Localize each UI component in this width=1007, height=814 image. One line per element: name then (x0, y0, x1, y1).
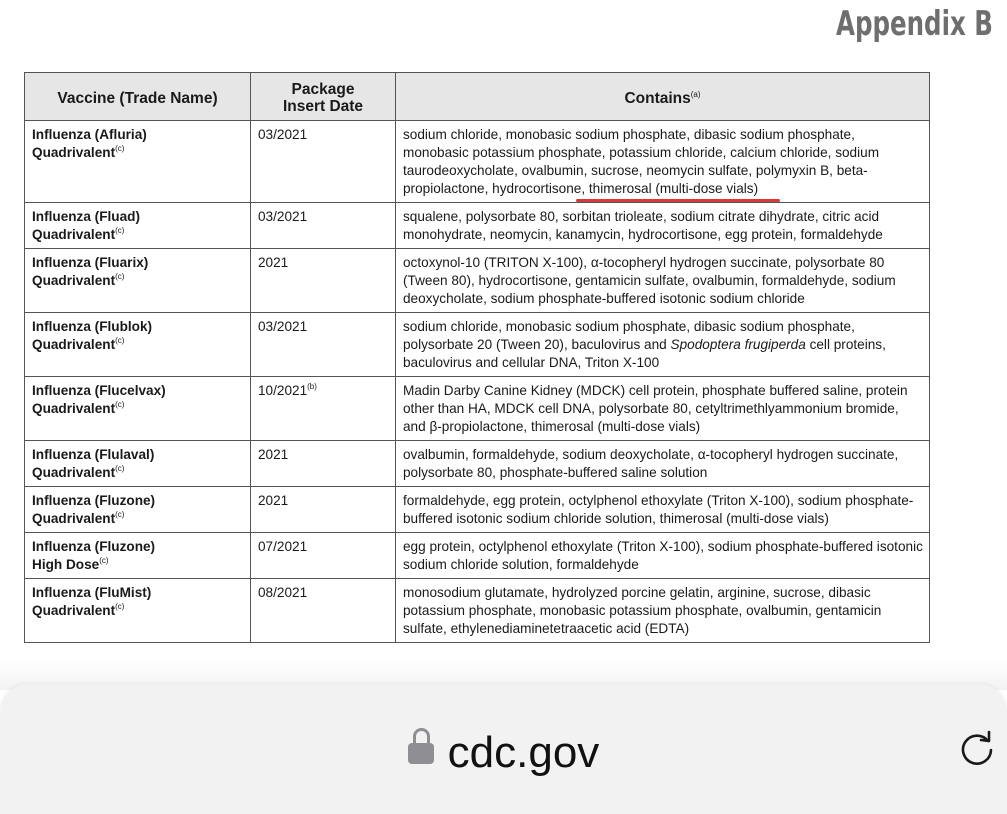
vaccine-name: Influenza (Flublok) Quadrivalent$^{(c)}$ (25, 313, 251, 377)
domain-text: cdc.gov (447, 728, 600, 777)
table-row (25, 487, 930, 533)
insert-date: 03/2021 (251, 121, 396, 203)
insert-date: 08/2021 (251, 579, 396, 643)
insert-date: 03/2021 (251, 203, 396, 249)
vaccine-name: Influenza (Flulaval) Quadrivalent$^{(c)}$ (25, 441, 251, 487)
table-row (25, 249, 930, 313)
insert-date: 2021 (251, 249, 396, 313)
table-row (25, 203, 930, 249)
red-underline-annotation (576, 199, 780, 202)
footnote-a: (a) (690, 89, 701, 99)
column-header-vaccine: Vaccine (Trade Name) (25, 73, 251, 121)
contains-cell: ovalbumin, formaldehyde, sodium deoxycholate, α-tocopheryl hydrogen succinate, polysorbate 80, phosphate-buffered saline solution (396, 441, 930, 487)
insert-date: 07/2021 (251, 533, 396, 579)
browser-address-bar[interactable] (0, 684, 1007, 814)
table-row (25, 533, 930, 579)
vaccine-name: Influenza (Flucelvax) Quadrivalent$^{(c)}$ (25, 377, 251, 441)
vaccine-name: Influenza (Fluzone) Quadrivalent$^{(c)}$ (25, 487, 251, 533)
table-row (25, 377, 930, 441)
vaccine-name: Influenza (Afluria) Quadrivalent$^{(c)}$ (25, 121, 251, 203)
appendix-heading: Appendix B (836, 4, 993, 44)
insert-date: 2021 (251, 487, 396, 533)
contains-cell: formaldehyde, egg protein, octylphenol ethoxylate (Triton X-100), sodium phosphate-buffered isotonic sodium chloride solution, thimerosal (multi-dose vials) (396, 487, 930, 533)
lock-icon (408, 738, 434, 764)
vaccine-name: Influenza (FluMist) Quadrivalent$^{(c)}$ (25, 579, 251, 643)
vaccine-name: Influenza (Fluad) Quadrivalent$^{(c)}$ (25, 203, 251, 249)
contains-cell: sodium chloride, monobasic sodium phosphate, dibasic sodium phosphate, polysorbate 20 (Tween 20), baculovirus and Spodoptera frugiperda cell proteins, baculovirus and cellular DNA, Triton X-100 (396, 313, 930, 377)
vaccine-name: Influenza (Fluarix) Quadrivalent$^{(c)}$ (25, 249, 251, 313)
contains-cell: egg protein, octylphenol ethoxylate (Triton X-100), sodium phosphate-buffered isotonic sodium chloride solution, formaldehyde (396, 533, 930, 579)
column-header-date: Package Insert Date (251, 73, 396, 121)
reload-icon[interactable] (955, 726, 999, 770)
table-row (25, 579, 930, 643)
insert-date: 10/2021$^{(b)}$ (251, 377, 396, 441)
table-row (25, 121, 930, 203)
column-header-contains: Contains$^{(a)}$ (396, 73, 930, 121)
table-row (25, 441, 930, 487)
contains-cell: squalene, polysorbate 80, sorbitan trioleate, sodium citrate dihydrate, citric acid monohydrate, neomycin, kanamycin, hydrocortisone, egg protein, formaldehyde (396, 203, 930, 249)
contains-cell: sodium chloride, monobasic sodium phosphate, dibasic sodium phosphate, monobasic potassium phosphate, potassium chloride, calcium chloride, sodium taurodeoxycholate, ovalbumin, sucrose, neomycin sulfate, polymyxin B, beta-propiolactone, hydrocortisone, thimerosal (multi-dose vials) (396, 121, 930, 203)
insert-date: 03/2021 (251, 313, 396, 377)
contains-cell: octoxynol-10 (TRITON X-100), α-tocopheryl hydrogen succinate, polysorbate 80 (Tween 80), hydrocortisone, gentamicin sulfate, ovalbumin, formaldehyde, sodium deoxycholate, sodium phosphate-buffered isotonic sodium chloride (396, 249, 930, 313)
vaccine-name: Influenza (Fluzone) High Dose$^{(c)}$ (25, 533, 251, 579)
contains-cell: monosodium glutamate, hydrolyzed porcine gelatin, arginine, sucrose, dibasic potassium phosphate, monobasic potassium phosphate, ovalbumin, gentamicin sulfate, ethylenediaminetetraacetic acid (EDTA) (396, 579, 930, 643)
contains-cell: Madin Darby Canine Kidney (MDCK) cell protein, phosphate buffered saline, protein other than HA, MDCK cell DNA, polysorbate 80, cetyltrimethlyammonium bromide, and β-propiolactone, thimerosal (multi-dose vials) (396, 377, 930, 441)
insert-date: 2021 (251, 441, 396, 487)
table-header-row (25, 73, 930, 121)
vaccine-table (24, 72, 929, 643)
footnote-b: (b) (307, 382, 317, 391)
table-row (25, 313, 930, 377)
url-display[interactable] (0, 728, 1007, 778)
